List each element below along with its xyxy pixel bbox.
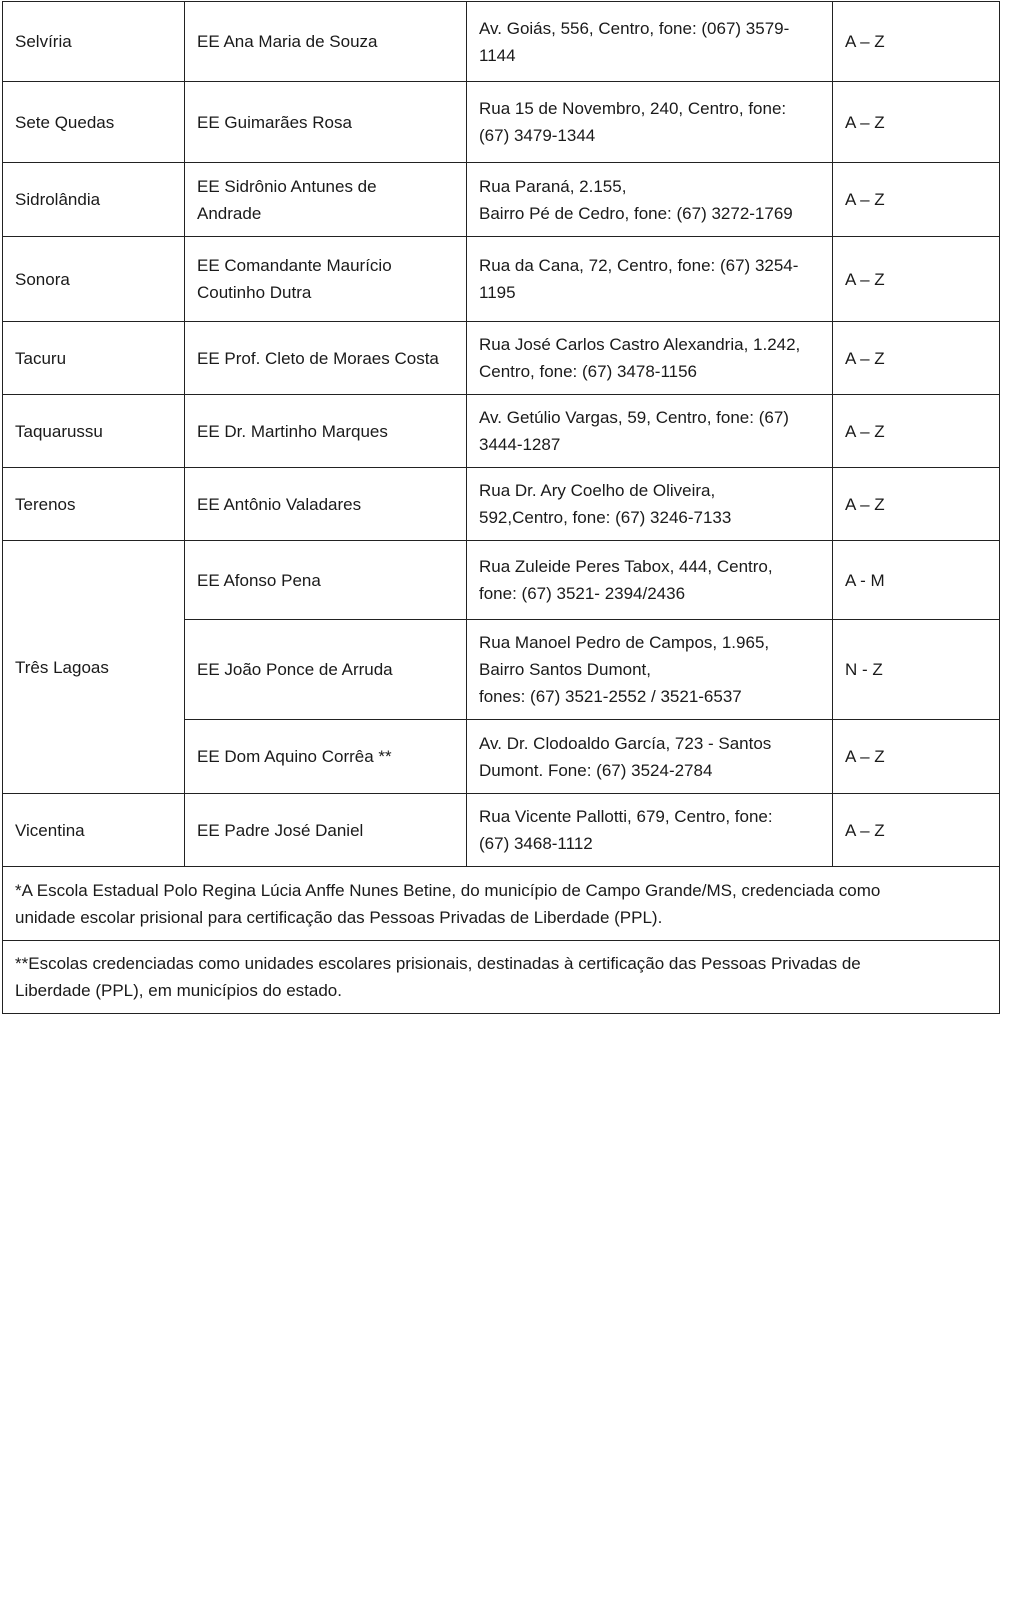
table-row bbox=[3, 468, 1000, 541]
escola-cell: EE João Ponce de Arruda bbox=[185, 620, 467, 720]
municipio-cell: Três Lagoas bbox=[3, 541, 185, 794]
faixa-cell: A – Z bbox=[833, 720, 1000, 794]
footnote-row bbox=[3, 867, 1000, 941]
table-row bbox=[3, 322, 1000, 395]
faixa-cell: A – Z bbox=[833, 322, 1000, 395]
escola-cell: EE Antônio Valadares bbox=[185, 468, 467, 541]
escola-cell: EE Prof. Cleto de Moraes Costa bbox=[185, 322, 467, 395]
escola-cell: EE Afonso Pena bbox=[185, 541, 467, 620]
endereco-cell: Rua José Carlos Castro Alexandria, 1.242, Centro, fone: (67) 3478-1156 bbox=[467, 322, 833, 395]
endereco-cell: Av. Getúlio Vargas, 59, Centro, fone: (67) 3444-1287 bbox=[467, 395, 833, 468]
table-row bbox=[3, 2, 1000, 82]
municipio-cell: Selvíria bbox=[3, 2, 185, 82]
endereco-cell: Av. Dr. Clodoaldo García, 723 - Santos Dumont. Fone: (67) 3524-2784 bbox=[467, 720, 833, 794]
municipio-cell: Vicentina bbox=[3, 794, 185, 867]
escola-cell: EE Padre José Daniel bbox=[185, 794, 467, 867]
table-row bbox=[3, 237, 1000, 322]
municipio-cell: Sidrolândia bbox=[3, 163, 185, 237]
endereco-cell: Rua da Cana, 72, Centro, fone: (67) 3254- 1195 bbox=[467, 237, 833, 322]
table-row bbox=[3, 163, 1000, 237]
escola-cell: EE Comandante Maurício Coutinho Dutra bbox=[185, 237, 467, 322]
faixa-cell: A – Z bbox=[833, 82, 1000, 163]
table-row bbox=[3, 541, 1000, 620]
municipio-cell: Sete Quedas bbox=[3, 82, 185, 163]
endereco-cell: Rua Zuleide Peres Tabox, 444, Centro, fone: (67) 3521- 2394/2436 bbox=[467, 541, 833, 620]
endereco-cell: Rua 15 de Novembro, 240, Centro, fone: (67) 3479-1344 bbox=[467, 82, 833, 163]
endereco-cell: Rua Dr. Ary Coelho de Oliveira, 592,Centro, fone: (67) 3246-7133 bbox=[467, 468, 833, 541]
faixa-cell: A – Z bbox=[833, 794, 1000, 867]
municipio-cell: Sonora bbox=[3, 237, 185, 322]
endereco-cell: Rua Vicente Pallotti, 679, Centro, fone: (67) 3468-1112 bbox=[467, 794, 833, 867]
endereco-cell: Av. Goiás, 556, Centro, fone: (067) 3579- 1144 bbox=[467, 2, 833, 82]
table-row bbox=[3, 794, 1000, 867]
faixa-cell: N - Z bbox=[833, 620, 1000, 720]
municipio-cell: Tacuru bbox=[3, 322, 185, 395]
municipio-cell: Taquarussu bbox=[3, 395, 185, 468]
escola-cell: EE Sidrônio Antunes de Andrade bbox=[185, 163, 467, 237]
footnote-row bbox=[3, 941, 1000, 1014]
escola-cell: EE Dom Aquino Corrêa ** bbox=[185, 720, 467, 794]
faixa-cell: A – Z bbox=[833, 163, 1000, 237]
faixa-cell: A – Z bbox=[833, 237, 1000, 322]
municipio-cell: Terenos bbox=[3, 468, 185, 541]
schools-table bbox=[2, 1, 1000, 1014]
faixa-cell: A – Z bbox=[833, 2, 1000, 82]
table-row bbox=[3, 395, 1000, 468]
footnote-ppl-escolas: **Escolas credenciadas como unidades escolares prisionais, destinadas à certificação das Pessoas Privadas de Liberdade (PPL), em municípios do estado. bbox=[3, 941, 1000, 1014]
escola-cell: EE Ana Maria de Souza bbox=[185, 2, 467, 82]
escola-cell: EE Dr. Martinho Marques bbox=[185, 395, 467, 468]
faixa-cell: A - M bbox=[833, 541, 1000, 620]
endereco-cell: Rua Paraná, 2.155, Bairro Pé de Cedro, fone: (67) 3272-1769 bbox=[467, 163, 833, 237]
escola-cell: EE Guimarães Rosa bbox=[185, 82, 467, 163]
footnote-ppl-polo: *A Escola Estadual Polo Regina Lúcia Anffe Nunes Betine, do município de Campo Grande/MS, credenciada como unidade escolar prisional para certificação das Pessoas Privadas de Liberdade (PPL). bbox=[3, 867, 1000, 941]
table-row bbox=[3, 82, 1000, 163]
faixa-cell: A – Z bbox=[833, 395, 1000, 468]
faixa-cell: A – Z bbox=[833, 468, 1000, 541]
endereco-cell: Rua Manoel Pedro de Campos, 1.965, Bairro Santos Dumont, fones: (67) 3521-2552 / 3521-6537 bbox=[467, 620, 833, 720]
